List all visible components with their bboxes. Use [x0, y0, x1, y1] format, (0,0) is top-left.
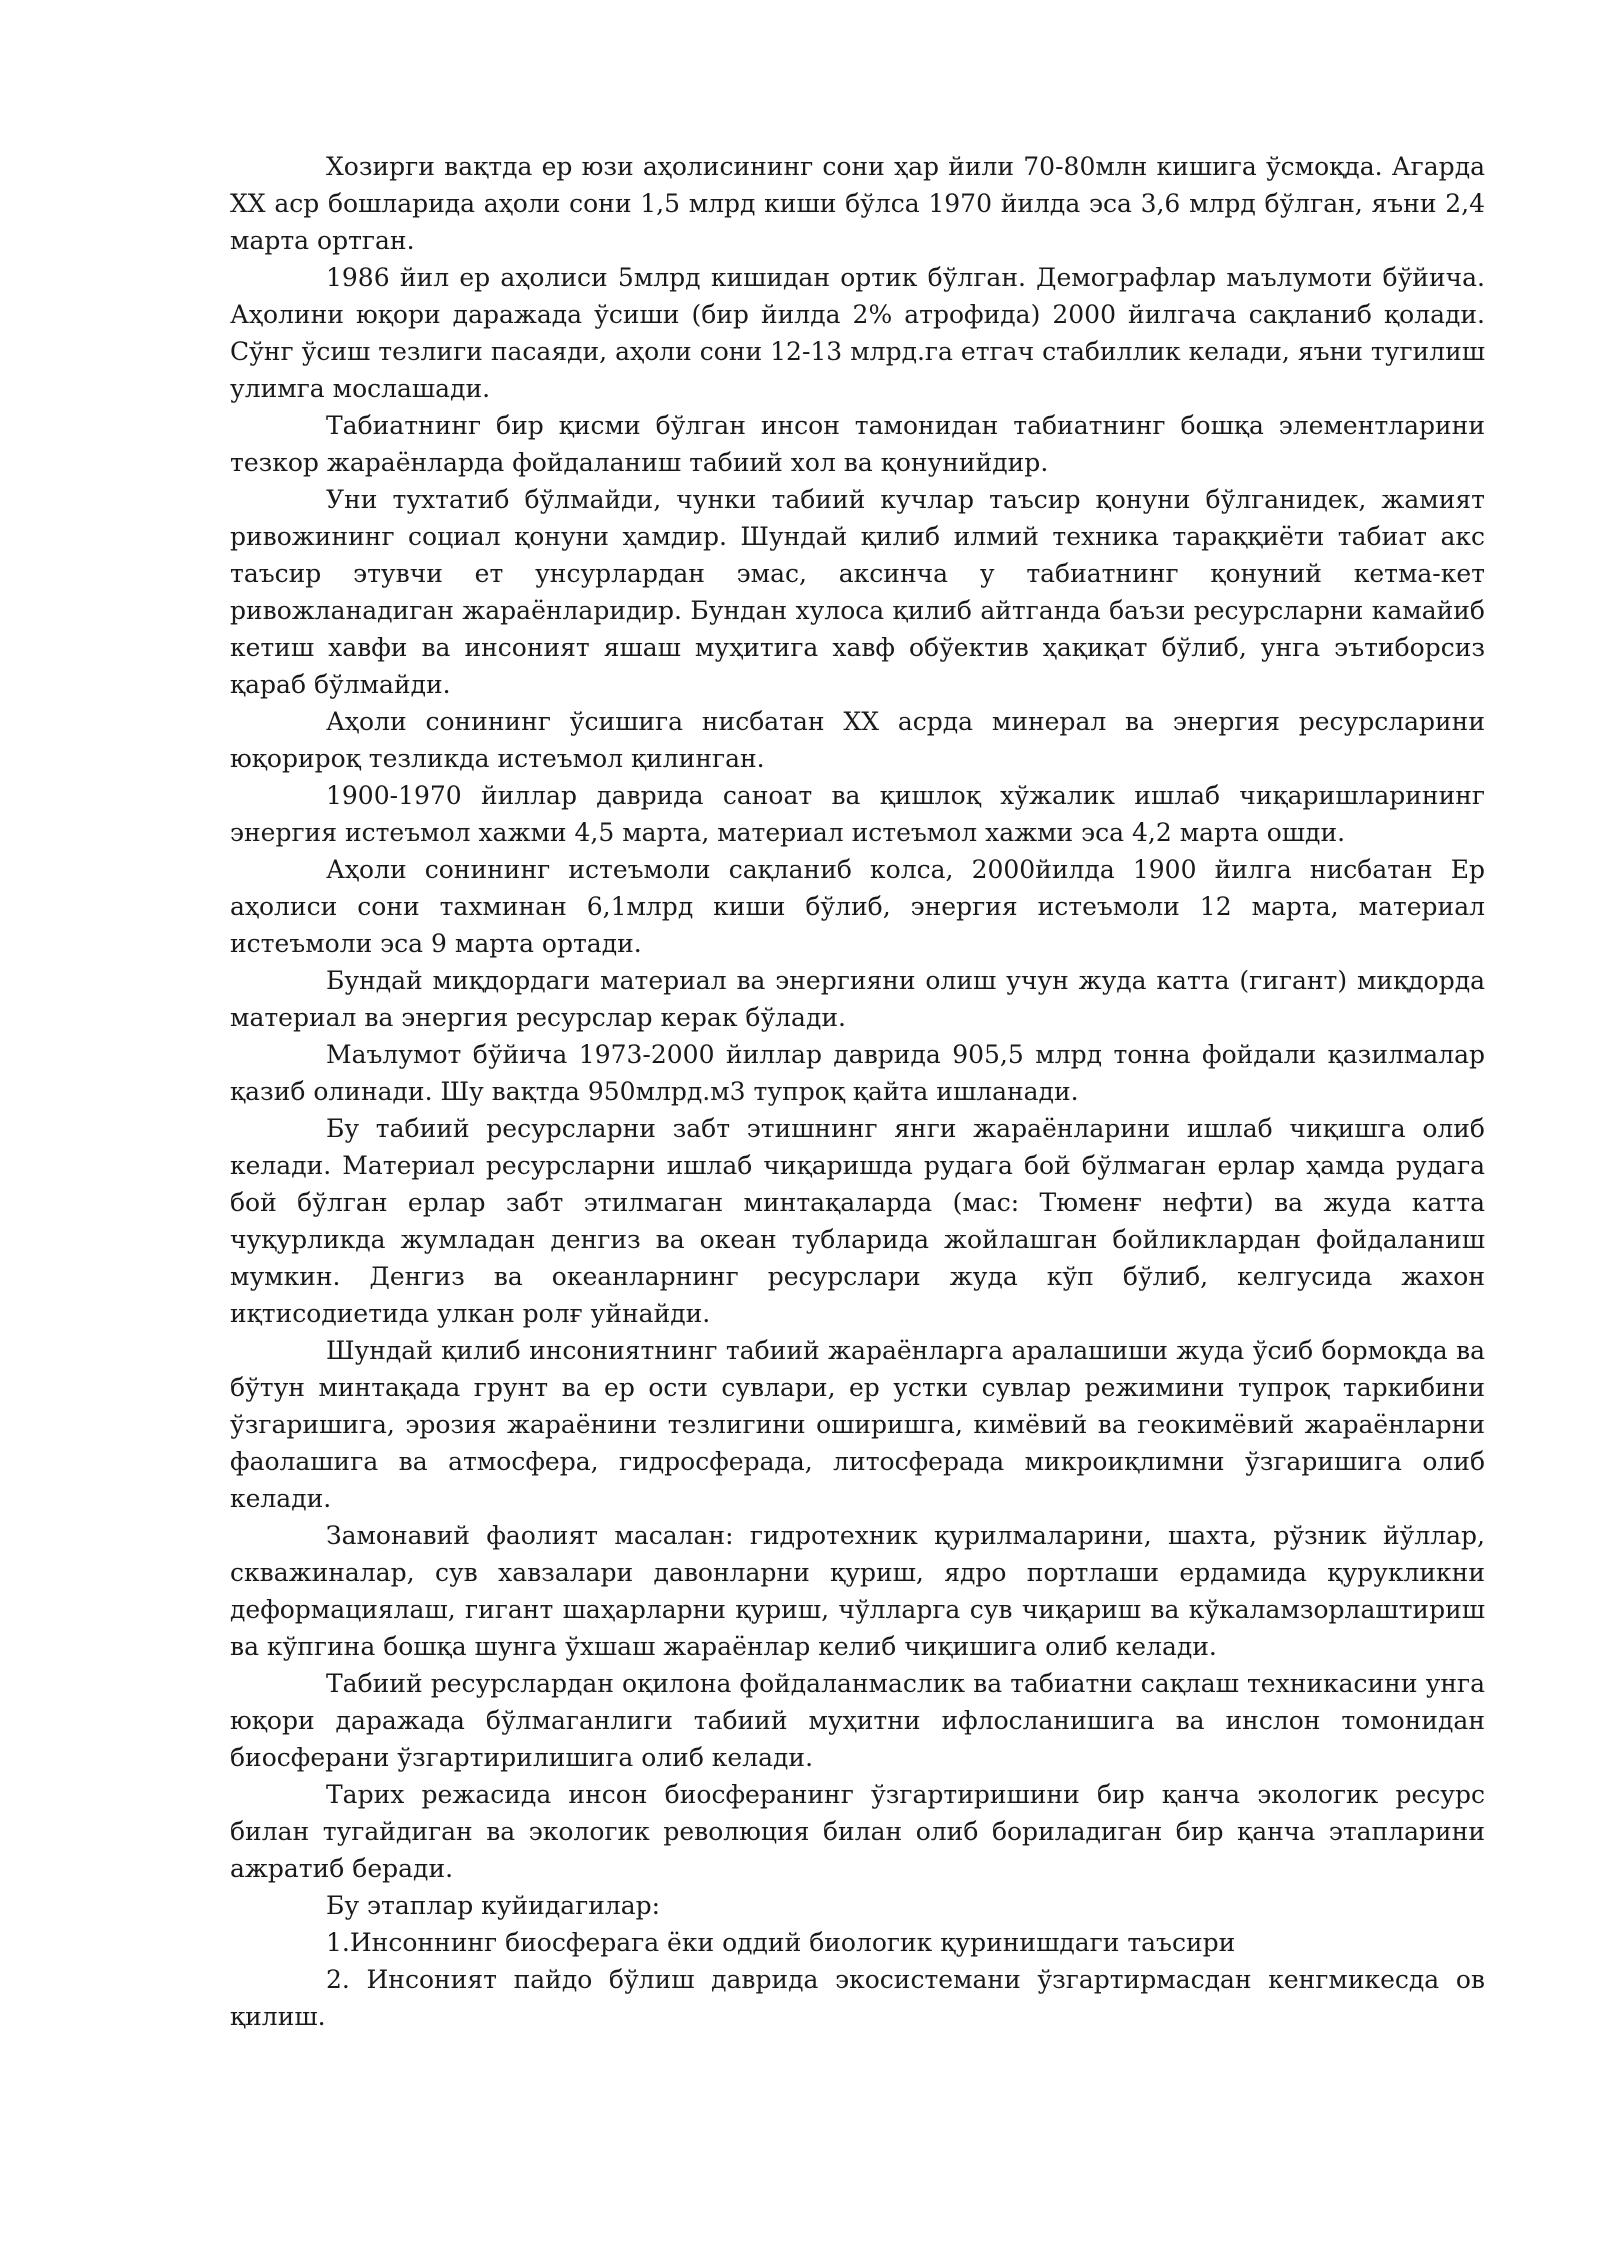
paragraph-demography-forecast: 1986 йил ер аҳолиси 5млрд кишидан ортик бўлган. Демографлар маълумоти бўйича. Аҳолини юқори даражада ўсиши (бир йилда 2% атрофида) 2000 йилгача сақланиб қолади. Сўнг ўсиш тезлиги пасаяди, аҳоли сони 12-13 млрд.га етгач стабиллик келади, яъни тугилиш улимга мослашади. — [230, 263, 1485, 403]
document-page — [230, 148, 1485, 2035]
paragraph-human-intervention: Шундай қилиб инсониятнинг табиий жараёнларга аралашиши жуда ўсиб бормоқда ва бўтун минтақада грунт ва ер ости сувлари, ер устки сувлар режимини тупроқ таркибини ўзгаришига, эрозия жараёнини тезлигини оширишга, кимёвий ва геокимёвий жараёнларни фаолашига ва атмосфера, гидросферада, литосферада микроиқлимни ўзгаришига олиб келади. — [230, 1336, 1485, 1513]
paragraph-energy-1900-1970: 1900-1970 йиллар даврида саноат ва қишлоқ хўжалик ишлаб чиқаришларининг энергия истеъмол хажми 4,5 марта, материал истеъмол хажми эса 4,2 марта ошди. — [230, 781, 1485, 847]
paragraph-stages-heading: Бу этаплар куйидагилар: — [326, 1891, 661, 1920]
paragraph-minerals-data: Маълумот бўйича 1973-2000 йиллар даврида 905,5 млрд тонна фойдали қазилмалар қазиб олинади. Шу вақтда 950млрд.м3 тупроқ қайта ишланади. — [230, 1040, 1485, 1106]
paragraph-pollution: Табиий ресурслардан оқилона фойдаланмаслик ва табиатни сақлаш техникасини унга юқори даражада бўлмаганлиги табиий муҳитни ифлосланишига ва инслон томонидан биосферани ўзгартирилишига олиб келади. — [230, 1669, 1485, 1772]
paragraph-modern-activity: Замонавий фаолият масалан: гидротехник қурилмаларини, шахта, рўзник йўллар, скважиналар, сув хавзалари давонларни қуриш, ядро портлаши ердамида қурукликни деформациялаш, гигант шаҳарларни қуриш, чўлларга сув чиқариш ва кўкаламзорлаштириш ва кўпгина бошқа шунга ўхшаш жараёнлар келиб чиқишига олиб келади. — [230, 1521, 1485, 1661]
paragraph-nature-usage: Табиатнинг бир қисми бўлган инсон тамонидан табиатнинг бошқа элементларини тезкор жараёнларда фойдаланиш табиий хол ва қонунийдир. — [230, 411, 1485, 477]
paragraph-social-law: Уни тухтатиб бўлмайди, чунки табиий кучлар таъсир қонуни бўлганидек, жамият ривожининг социал қонуни ҳамдир. Шундай қилиб илмий техника тараққиёти табиат акс таъсир этувчи ет унсурлардан эмас, аксинча у табиатнинг қонуний кетма-кет ривожланадиган жараёнларидир. Бундан хулоса қилиб айтганда баъзи ресурсларни камайиб кетиш хавфи ва инсоният яшаш муҳитига хавф обўектив ҳақиқат бўлиб, унга эътиборсиз қараб бўлмайди. — [230, 485, 1485, 699]
paragraph-resource-consumption: Аҳоли сонининг ўсишига нисбатан XX асрда минерал ва энергия ресурсларини юқорироқ тезликда истеъмол қилинган. — [230, 707, 1485, 773]
paragraph-new-processes: Бу табиий ресурсларни забт этишнинг янги жараёнларини ишлаб чиқишга олиб келади. Материал ресурсларни ишлаб чиқаришда рудага бой бўлмаган ерлар ҳамда рудага бой бўлган ерлар забт этилмаган минтақаларда (мас: Тюменғ нефти) ва жуда катта чуқурликда жумладан денгиз ва океан тубларида жойлашган бойликлардан фойдаланиш мумкин. Денгиз ва океанларнинг ресурслари жуда кўп бўлиб, келгусида жахон иқтисодиетида улкан ролғ уйнайди. — [230, 1114, 1485, 1328]
paragraph-consumption-forecast: Аҳоли сонининг истеъмоли сақланиб колса, 2000йилда 1900 йилга нисбатан Ер аҳолиси сони тахминан 6,1млрд киши бўлиб, энергия истеъмоли 12 марта, материал истеъмоли эса 9 марта ортади. — [230, 855, 1485, 958]
paragraph-history-stages: Тарих режасида инсон биосферанинг ўзгартиришини бир қанча экологик ресурс билан тугайдиган ва экологик революция билан олиб бориладиган бир қанча этапларини ажратиб беради. — [230, 1780, 1485, 1883]
list-item-stage-1: 1.Инсоннинг биосферага ёки оддий биологик қуринишдаги таъсири — [326, 1928, 1236, 1957]
paragraph-material-need: Бундай миқдордаги материал ва энергияни олиш учун жуда катта (гигант) миқдорда материал ва энергия ресурслар керак бўлади. — [230, 966, 1485, 1032]
paragraph-population-growth: Хозирги вақтда ер юзи аҳолисининг сони ҳар йили 70-80млн кишига ўсмоқда. Агарда XX аср бошларида аҳоли сони 1,5 млрд киши бўлса 1970 йилда эса 3,6 млрд бўлган, яъни 2,4 марта ортган. — [230, 152, 1485, 255]
list-item-stage-2: 2. Инсоният пайдо бўлиш даврида экосистемани ўзгартирмасдан кенгмикесда ов қилиш. — [230, 1965, 1485, 2031]
